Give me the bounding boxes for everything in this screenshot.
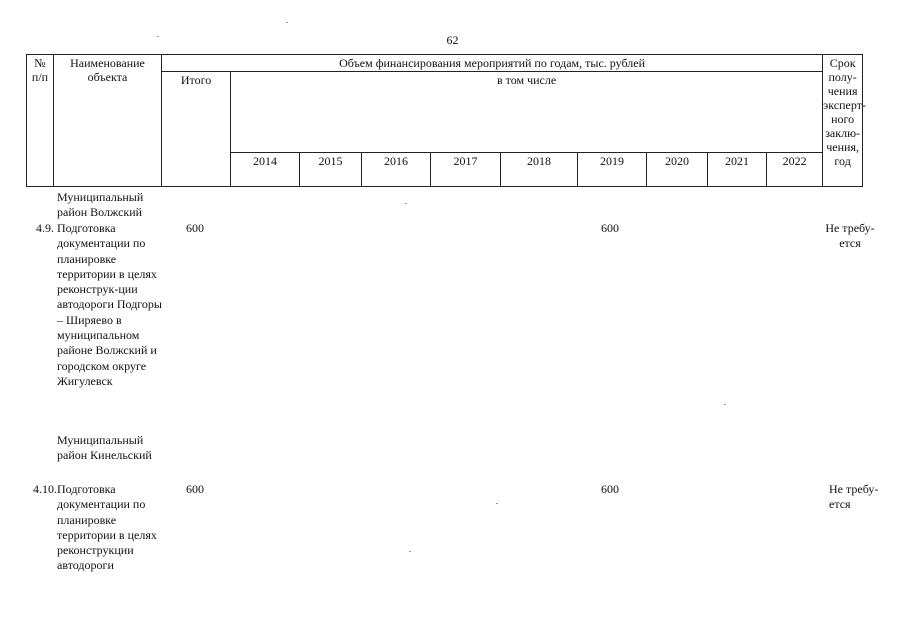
term-value: Не требу-ется bbox=[829, 482, 879, 512]
header-object-name: Наименование объекта bbox=[54, 55, 162, 187]
year-2019-value: 600 bbox=[601, 221, 619, 235]
header-including: в том числе bbox=[231, 72, 823, 153]
header-year-2020: 2020 bbox=[647, 153, 708, 187]
scan-speck bbox=[724, 404, 726, 405]
table-header bbox=[26, 54, 866, 187]
year-2019-value: 600 bbox=[601, 482, 619, 496]
scan-speck bbox=[405, 203, 407, 204]
scan-speck bbox=[286, 22, 288, 23]
object-name: Подготовка документации по планировке территории в целях реконструкции автодороги bbox=[57, 482, 157, 573]
header-year-2016: 2016 bbox=[362, 153, 431, 187]
header-year-2014: 2014 bbox=[231, 153, 300, 187]
header-year-2017: 2017 bbox=[431, 153, 501, 187]
row-number: 4.9. bbox=[36, 221, 54, 235]
header-term: Срок полу-чения эксперт-ного заклю-чения, год bbox=[823, 55, 863, 187]
term-value: Не требу-ется bbox=[825, 221, 875, 251]
district-label: Муниципальный район Кинельский bbox=[57, 433, 152, 463]
total-value: 600 bbox=[186, 482, 204, 496]
object-name: Подготовка документации по планировке территории в целях реконструк-ции автодороги Подгоры – Ширяево в муниципальном районе Волжский и городском округе Жигулевск bbox=[57, 221, 162, 388]
header-year-2018: 2018 bbox=[501, 153, 578, 187]
header-number: № п/п bbox=[27, 55, 54, 187]
scan-speck bbox=[496, 503, 498, 504]
header-year-2015: 2015 bbox=[300, 153, 362, 187]
scan-speck bbox=[409, 551, 411, 552]
header-total: Итого bbox=[162, 72, 231, 187]
header-year-2019: 2019 bbox=[578, 153, 647, 187]
district-label: Муниципальный район Волжский bbox=[57, 190, 144, 220]
header-funding: Объем финансирования мероприятий по годам, тыс. рублей bbox=[162, 55, 823, 72]
scan-speck bbox=[157, 36, 159, 37]
header-year-2022: 2022 bbox=[767, 153, 823, 187]
row-number: 4.10. bbox=[33, 482, 57, 496]
total-value: 600 bbox=[186, 221, 204, 235]
page-number: 62 bbox=[446, 33, 459, 47]
header-year-2021: 2021 bbox=[708, 153, 767, 187]
